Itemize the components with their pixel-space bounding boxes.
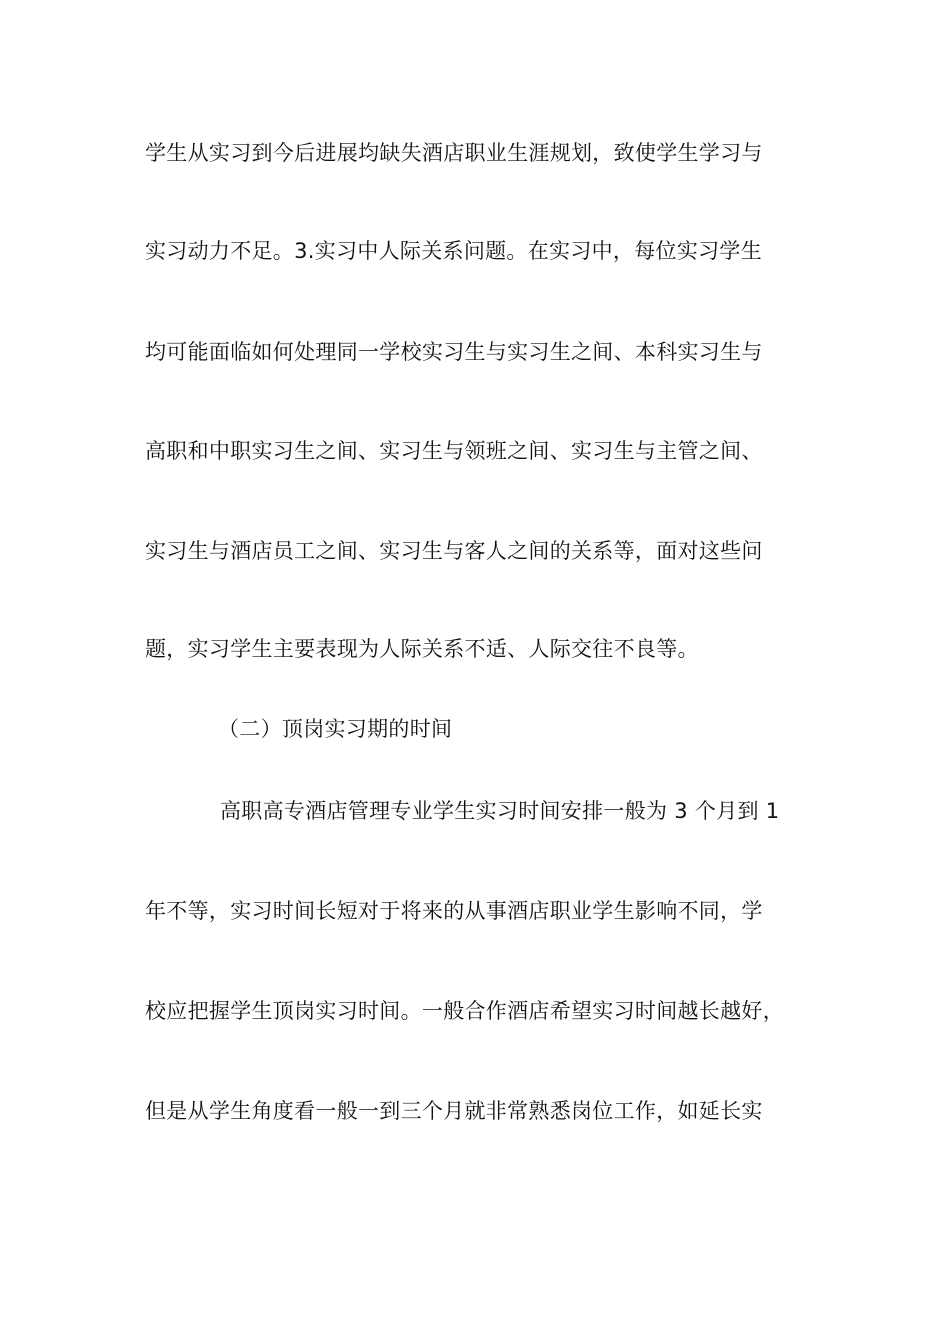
section-heading: （二）顶岗实习期的时间 — [218, 717, 453, 741]
paragraph-line: 学生从实习到今后进展均缺失酒店职业生涯规划，致使学生学习与 — [145, 141, 763, 165]
paragraph-line: 题，实习学生主要表现为人际关系不适、人际交往不良等。 — [145, 637, 699, 661]
paragraph-line: 实习动力不足。3.实习中人际关系问题。在实习中，每位实习学生 — [145, 239, 763, 263]
paragraph-line: 高职和中职实习生之间、实习生与领班之间、实习生与主管之间、 — [145, 439, 763, 463]
paragraph-line: 高职高专酒店管理专业学生实习时间安排一般为 3 个月到 1 — [220, 799, 780, 823]
paragraph-line: 年不等，实习时间长短对于将来的从事酒店职业学生影响不同，学 — [145, 899, 763, 923]
paragraph-line: 实习生与酒店员工之间、实习生与客人之间的关系等，面对这些问 — [145, 539, 763, 563]
paragraph-line: 均可能面临如何处理同一学校实习生与实习生之间、本科实习生与 — [145, 340, 763, 364]
paragraph-line: 校应把握学生顶岗实习时间。一般合作酒店希望实习时间越长越好， — [145, 999, 784, 1023]
paragraph-line: 但是从学生角度看一般一到三个月就非常熟悉岗位工作，如延长实 — [145, 1099, 763, 1123]
